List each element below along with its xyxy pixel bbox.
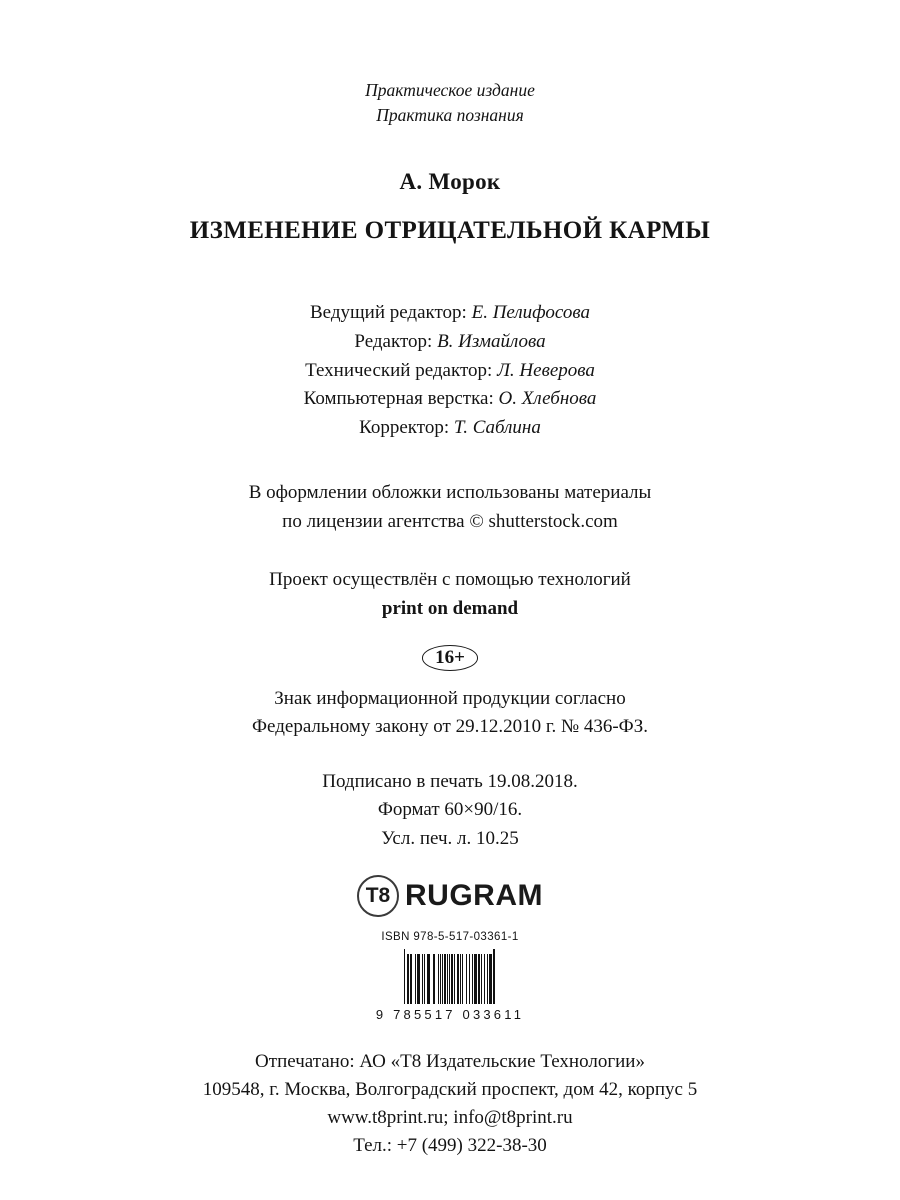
author-name: А. Морок (399, 168, 501, 194)
publisher-logo (357, 875, 543, 917)
printer-imprint (203, 1048, 697, 1160)
print-on-demand-note (269, 566, 631, 623)
credit-role: Технический редактор: (305, 359, 493, 381)
credit-role: Компьютерная верстка: (303, 388, 494, 410)
credits-block (304, 299, 597, 443)
credit-row (304, 328, 597, 357)
cover-credits-line-2: по лицензии агентства © shutterstock.com (282, 510, 618, 532)
cover-credits-line-1: В оформлении обложки использованы материалы (248, 482, 652, 504)
credit-role: Ведущий редактор: (310, 301, 467, 323)
information-product-law-note (252, 685, 648, 742)
isbn-barcode-icon (370, 949, 530, 1003)
credit-role: Корректор: (359, 417, 450, 439)
credit-row (304, 385, 597, 414)
credit-name: Т. Саблина (453, 417, 541, 439)
series-line-1: Практическое издание (365, 80, 535, 100)
pod-line-2: print on demand (381, 597, 519, 619)
isbn-label: ISBN 978-5-517-03361-1 (381, 931, 519, 944)
series-line-2: Практика познания (376, 105, 524, 126)
print-format: Формат 60×90/16. (377, 799, 523, 821)
credit-row (304, 299, 597, 328)
series-block (365, 78, 535, 129)
age-rating-label: 16+ (435, 646, 465, 668)
imprint-line-1: Отпечатано: АО «Т8 Издательские Технологии» (255, 1050, 645, 1072)
imprint-line-3: www.t8print.ru; info@t8print.ru (327, 1106, 573, 1128)
book-title: ИЗМЕНЕНИЕ ОТРИЦАТЕЛЬНОЙ КАРМЫ (189, 216, 711, 244)
law-note-line-1: Знак информационной продукции согласно (274, 687, 626, 709)
publisher-logo-word: RUGRAM (405, 879, 543, 913)
cover-credits-note (249, 479, 652, 536)
law-note-line-2: Федеральному закону от 29.12.2010 г. № 436-ФЗ. (252, 716, 648, 738)
credit-name: В. Измайлова (437, 330, 546, 352)
pod-line-1: Проект осуществлён с помощью технологий (269, 569, 631, 591)
isbn-barcode-digits: 9 785517 033611 (375, 1006, 525, 1022)
imprint-line-2: 109548, г. Москва, Волгоградский проспект, дом 42, корпус 5 (202, 1078, 698, 1100)
t8-logo-text: T8 (365, 884, 391, 908)
credit-name: О. Хлебнова (498, 388, 597, 410)
credit-role: Редактор: (354, 330, 433, 352)
t8-logo-icon (357, 875, 399, 917)
credit-row (304, 414, 597, 443)
print-date: Подписано в печать 19.08.2018. (322, 770, 578, 792)
imprint-line-4: Тел.: +7 (499) 322-38-30 (353, 1134, 547, 1156)
print-details (322, 768, 578, 854)
age-rating-badge (422, 645, 478, 671)
credit-name: Л. Неверова (497, 359, 595, 381)
credit-name: Е. Пелифосова (471, 301, 590, 323)
credit-row (304, 357, 597, 386)
print-sheets: Усл. печ. л. 10.25 (381, 827, 519, 849)
